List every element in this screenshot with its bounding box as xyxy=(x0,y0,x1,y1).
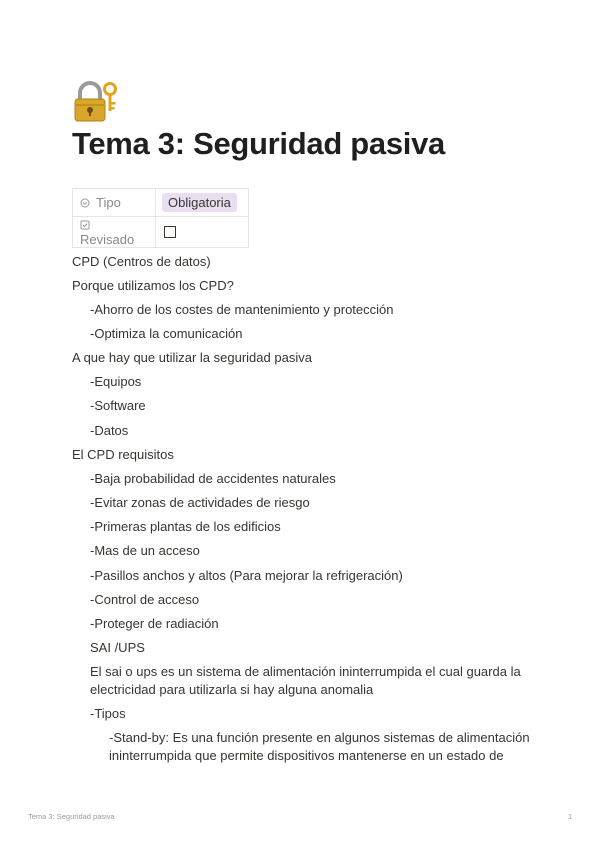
list-item: -Pasillos anchos y altos (Para mejorar la refrigeración) xyxy=(90,568,403,583)
property-value-tipo[interactable] xyxy=(156,189,249,217)
property-key-tipo xyxy=(73,189,156,217)
list-item: -Tipos xyxy=(90,706,126,721)
list-item: -Proteger de radiación xyxy=(90,616,219,631)
property-value-revisado[interactable] xyxy=(156,217,249,248)
property-row-revisado xyxy=(73,217,249,248)
list-item: -Mas de un acceso xyxy=(90,543,200,558)
tag-obligatoria: Obligatoria xyxy=(162,193,237,212)
list-item: -Baja probabilidad de accidentes naturales xyxy=(90,471,336,486)
paragraph: El sai o ups es un sistema de alimentación ininterrumpida el cual guarda la electricidad para utilizarla si hay alguna anomalia xyxy=(90,664,521,697)
list-item: -Control de acceso xyxy=(90,592,200,607)
paragraph: -Stand-by: Es una función presente en algunos sistemas de alimentación ininterrumpida que permite dispositivos mantenerse en un estado de xyxy=(109,730,530,763)
text-line: Porque utilizamos los CPD? xyxy=(72,278,234,293)
list-item: -Optimiza la comunicación xyxy=(90,326,243,341)
text-line: A que hay que utilizar la seguridad pasiva xyxy=(72,350,312,365)
property-key-revisado xyxy=(73,217,156,248)
list-item: -Primeras plantas de los edificios xyxy=(90,519,281,534)
list-item: -Datos xyxy=(90,423,129,438)
revisado-checkbox[interactable] xyxy=(164,226,176,238)
list-item: -Software xyxy=(90,398,146,413)
property-row-tipo xyxy=(73,189,249,217)
text-line: El CPD requisitos xyxy=(72,447,174,462)
text-line: SAI /UPS xyxy=(90,640,145,655)
list-item: -Ahorro de los costes de mantenimiento y protección xyxy=(90,302,394,317)
lock-with-key-icon xyxy=(72,80,118,122)
property-name: Tipo xyxy=(96,195,121,210)
page-number: 1 xyxy=(568,812,573,821)
list-item: -Equipos xyxy=(90,374,142,389)
page-title: Tema 3: Seguridad pasiva xyxy=(72,126,445,161)
property-name: Revisado xyxy=(80,232,135,247)
footer-title: Tema 3: Seguridad pasiva xyxy=(28,812,115,821)
select-icon xyxy=(80,198,90,208)
checkbox-property-icon xyxy=(80,220,90,230)
properties-table xyxy=(72,188,249,248)
text-line: CPD (Centros de datos) xyxy=(72,254,211,269)
list-item: -Evitar zonas de actividades de riesgo xyxy=(90,495,310,510)
